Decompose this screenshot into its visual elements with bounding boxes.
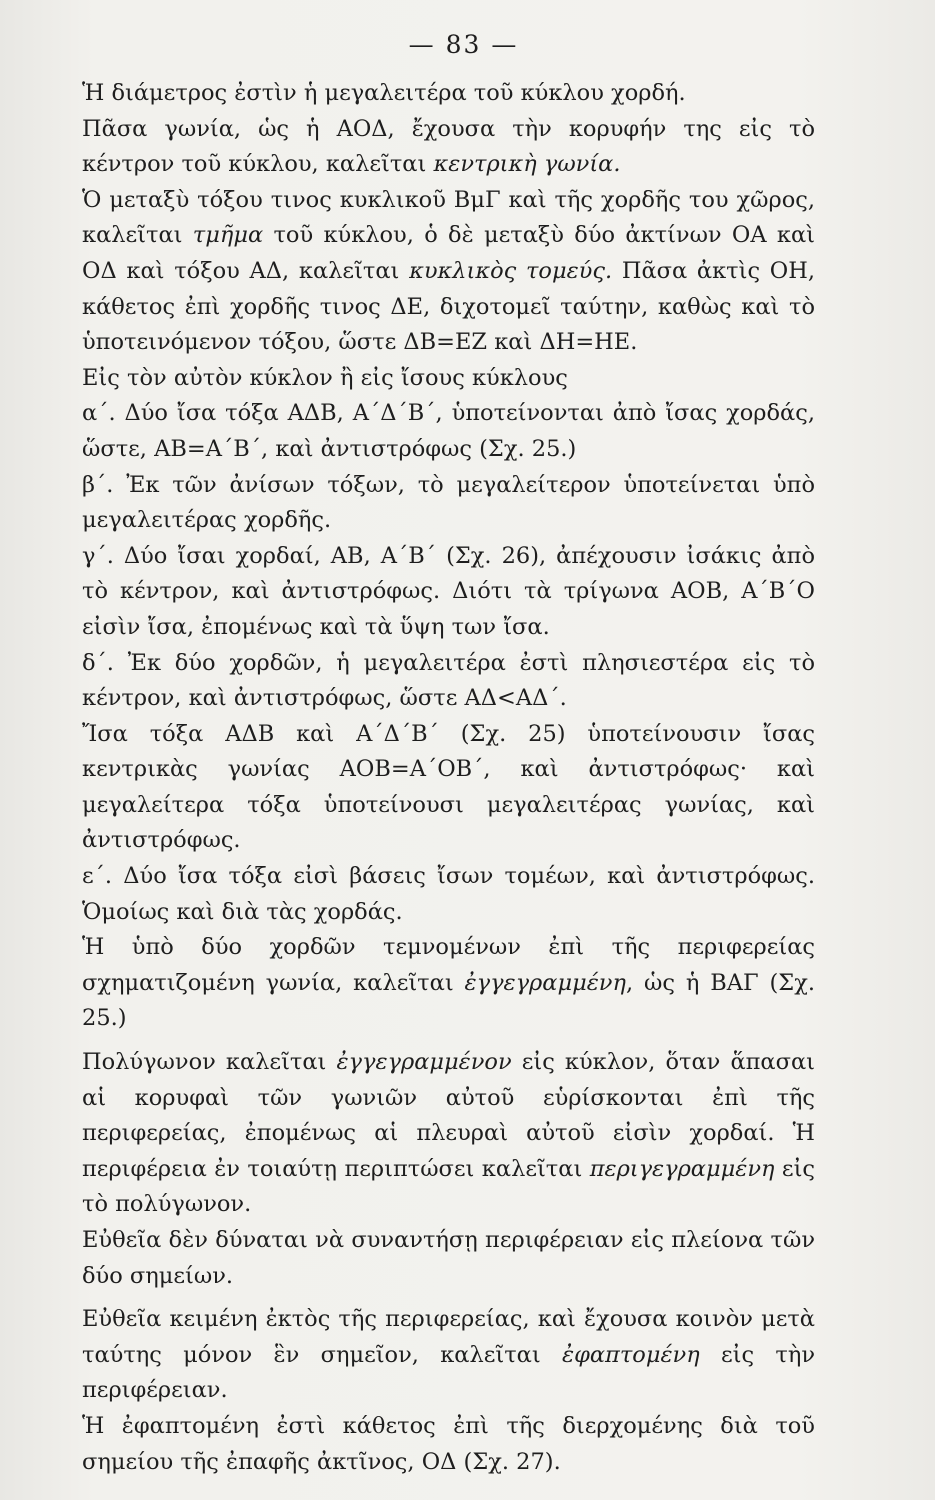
text-run: εἰς κύκλον, ὅταν ἅπασαι αἱ κορυφαὶ τῶν γωνιῶν αὐτοῦ εὑρίσκονται ἐπὶ τῆς περιφερείας, ἐπομένως αἱ πλευραὶ αὐτοῦ εἰσὶν χορδαί. Ἡ περιφέρεια ἐν τοιαύτῃ περιπτώσει καλεῖται (82, 1049, 815, 1182)
paragraph-p9 (82, 717, 815, 859)
text-run: γ΄. Δύο ἴσαι χορδαί, ΑΒ, Α΄Β΄ (Σχ. 26), ἀπέχουσιν ἰσάκις ἀπὸ τὸ κέντρον, καὶ ἀντιστρόφως. Διότι τὰ τρίγωνα ΑΟΒ, Α΄Β΄Ο εἰσὶν ἴσα, ἐπομένως καὶ τὰ ὕψη των ἴσα. (82, 542, 815, 640)
paragraph-p4 (82, 361, 815, 397)
paragraph-p11 (82, 930, 815, 1037)
text-run: Πᾶσα ἀκτὶς ΟΗ, κάθετος ἐπὶ χορδῆς τινος ΔΕ, διχοτομεῖ ταύτην, καθὼς καὶ τὸ ὑποτεινόμενον τόξου, ὥστε ΔΒ=ΕΖ καὶ ΔΗ=ΗΕ. (82, 257, 815, 356)
text-run: Ἡ ὑπὸ δύο χορδῶν τεμνομένων ἐπὶ τῆς περιφερείας σχηματιζομένη γωνία, καλεῖται (82, 934, 815, 996)
text-run: Ἡ ἐφαπτομένη ἐστὶ κάθετος ἐπὶ τῆς διερχομένης διὰ τοῦ σημείου τῆς ἐπαφῆς ἀκτῖνος, ΟΔ (Σχ. 27). (82, 1412, 815, 1475)
emphasized-term: τμῆμα (192, 222, 264, 249)
paragraph-p8 (82, 646, 815, 717)
paragraph-p7 (82, 539, 815, 646)
page-number: — 83 — (408, 30, 519, 59)
emphasized-term: ἐφαπτομένη (562, 1341, 700, 1368)
paragraph-p1 (82, 76, 815, 112)
emphasized-term: κυκλικὸς τομεύς. (409, 257, 613, 284)
paragraph-p2 (82, 112, 815, 183)
paragraph-p15 (82, 1409, 815, 1480)
emphasized-term: περιγεγραμμένη (589, 1155, 775, 1182)
paragraph-p5 (82, 396, 815, 467)
emphasized-term: ἐγγεγραμμένη (464, 969, 626, 996)
text-run: Εὐθεῖα κειμένη ἐκτὸς τῆς περιφερείας, καὶ ἔχουσα κοινὸν μετὰ ταύτης μόνον ἓν σημεῖον, καλεῖται (82, 1306, 815, 1368)
text-run: εἰς τὴν περιφέρειαν. (82, 1341, 815, 1404)
paragraph-p13 (82, 1223, 815, 1294)
emphasized-term: ἐγγεγραμμένον (336, 1049, 512, 1076)
text-run: Πολύγωνον καλεῖται (82, 1049, 337, 1076)
text-run: δ΄. Ἐκ δύο χορδῶν, ἡ μεγαλειτέρα ἐστὶ πλησιεστέρα εἰς τὸ κέντρον, καὶ ἀντιστρόφως, ὥστε ΑΔ<ΑΔ΄. (82, 649, 815, 712)
emphasized-term: κεντρικὴ γωνία. (433, 151, 621, 178)
page-text (82, 76, 815, 1480)
text-run: εἰς τὸ πολύγωνον. (82, 1155, 815, 1218)
text-run: Ὁ μεταξὺ τόξου τινος κυκλικοῦ ΒμΓ καὶ τῆς χορδῆς του χῶρος, καλεῖται (82, 186, 815, 249)
text-run: , ὡς ἡ ΒΑΓ (Σχ. 25.) (82, 969, 815, 1032)
text-run: Εὐθεῖα δὲν δύναται νὰ συναντήσῃ περιφέρειαν εἰς πλείονα τῶν δύο σημείων. (82, 1227, 815, 1289)
text-run: Εἰς τὸν αὐτὸν κύκλον ἢ εἰς ἴσους κύκλους (82, 364, 568, 391)
paragraph-p12 (82, 1045, 815, 1223)
paragraph-p10 (82, 859, 815, 930)
paragraph-p3 (82, 183, 815, 361)
text-run: ε΄. Δύο ἴσα τόξα εἰσὶ βάσεις ἴσων τομέων, καὶ ἀντιστρόφως. Ὁμοίως καὶ διὰ τὰς χορδάς. (82, 863, 815, 925)
text-run: τοῦ κύκλου, ὁ δὲ μεταξὺ δύο ἀκτίνων ΟΑ καὶ ΟΔ καὶ τόξου ΑΔ, καλεῖται (82, 222, 815, 284)
text-run: Ἡ διάμετρος ἐστὶν ἡ μεγαλειτέρα τοῦ κύκλου χορδή. (82, 80, 686, 106)
paragraph-p6 (82, 468, 815, 539)
text-run: Πᾶσα γωνία, ὡς ἡ ΑΟΔ, ἔχουσα τὴν κορυφήν της εἰς τὸ κέντρον τοῦ κύκλου, καλεῖται (82, 115, 815, 178)
text-run: β΄. Ἐκ τῶν ἀνίσων τόξων, τὸ μεγαλείτερον ὑποτείνεται ὑπὸ μεγαλειτέρας χορδῆς. (82, 471, 815, 534)
paragraph-p14 (82, 1302, 815, 1409)
text-run: Ἴσα τόξα ΑΔΒ καὶ Α΄Δ΄Β΄ (Σχ. 25) ὑποτείνουσιν ἴσας κεντρικὰς γωνίας ΑΟΒ=Α΄ΟΒ΄, καὶ ἀντιστρόφως· καὶ μεγαλείτερα τόξα ὑποτείνουσι μεγαλειτέρας γωνίας, καὶ ἀντιστρόφως. (82, 720, 815, 854)
text-run: α΄. Δύο ἴσα τόξα ΑΔΒ, Α΄Δ΄Β΄, ὑποτείνονται ἀπὸ ἴσας χορδάς, ὥστε, ΑΒ=Α΄Β΄, καὶ ἀντιστρόφως (Σχ. 25.) (82, 400, 815, 462)
